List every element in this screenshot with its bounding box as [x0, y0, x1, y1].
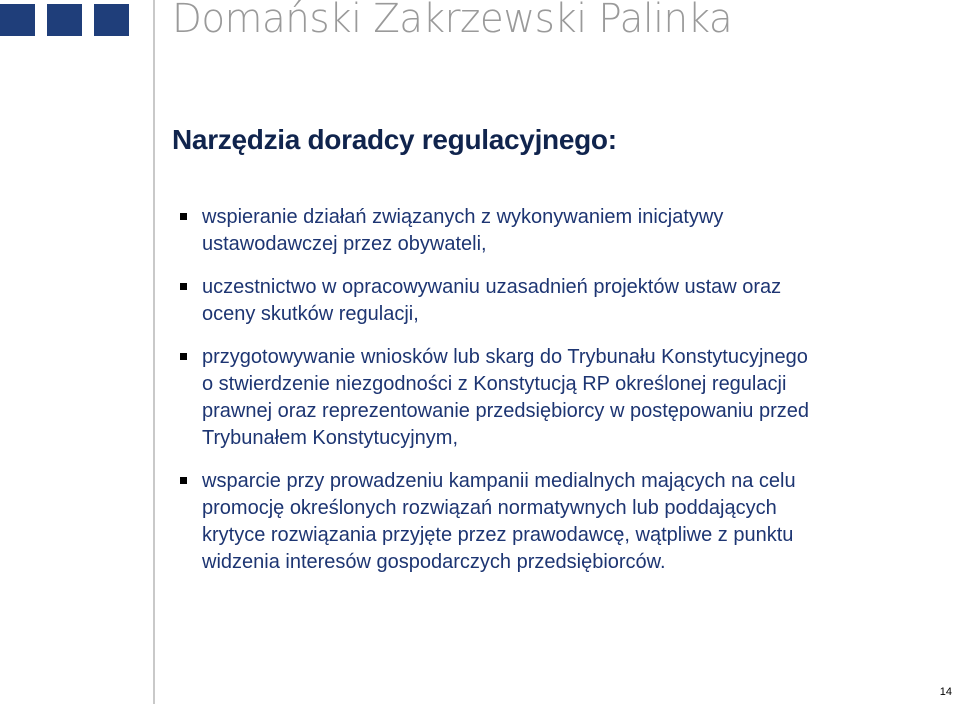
bullet-line: promocję określonych rozwiązań normatywnych lub poddających	[202, 497, 777, 519]
logo-square-2	[47, 4, 82, 36]
logo-square-3	[94, 4, 129, 36]
bullet-line: ustawodawczej przez obywateli,	[202, 233, 487, 255]
bullet-line: krytyce rozwiązania przyjęte przez prawodawcę, wątpliwe z punktu	[202, 524, 794, 546]
bullet-line: o stwierdzenie niezgodności z Konstytucją RP określonej regulacji	[202, 373, 787, 395]
bullet-item	[180, 468, 910, 576]
bullet-line: przygotowywanie wniosków lub skarg do Trybunału Konstytucyjnego	[202, 346, 808, 368]
bullet-line: uczestnictwo w opracowywaniu uzasadnień projektów ustaw oraz	[202, 276, 782, 298]
bullet-list	[180, 204, 910, 592]
bullet-line: widzenia interesów gospodarczych przedsiębiorców.	[202, 551, 666, 573]
bullet-item	[180, 204, 910, 258]
vertical-divider	[153, 0, 155, 704]
square-bullet-icon	[180, 213, 187, 220]
bullet-item	[180, 274, 910, 328]
square-bullet-icon	[180, 283, 187, 290]
bullet-line: wspieranie działań związanych z wykonywaniem inicjatywy	[202, 206, 724, 228]
bullet-line: oceny skutków regulacji,	[202, 303, 419, 325]
slide-title: Narzędzia doradcy regulacyjnego:	[172, 124, 617, 155]
bullet-line: Trybunałem Konstytucyjnym,	[202, 427, 459, 449]
brand-name: Domański Zakrzewski Palinka	[172, 0, 733, 42]
page-number: 14	[939, 686, 952, 698]
logo-square-1	[0, 4, 35, 36]
square-bullet-icon	[180, 353, 187, 360]
square-bullet-icon	[180, 477, 187, 484]
bullet-line: prawnej oraz reprezentowanie przedsiębiorcy w postępowaniu przed	[202, 400, 810, 422]
bullet-item	[180, 344, 910, 452]
bullet-line: wsparcie przy prowadzeniu kampanii medialnych mających na celu	[202, 470, 796, 492]
